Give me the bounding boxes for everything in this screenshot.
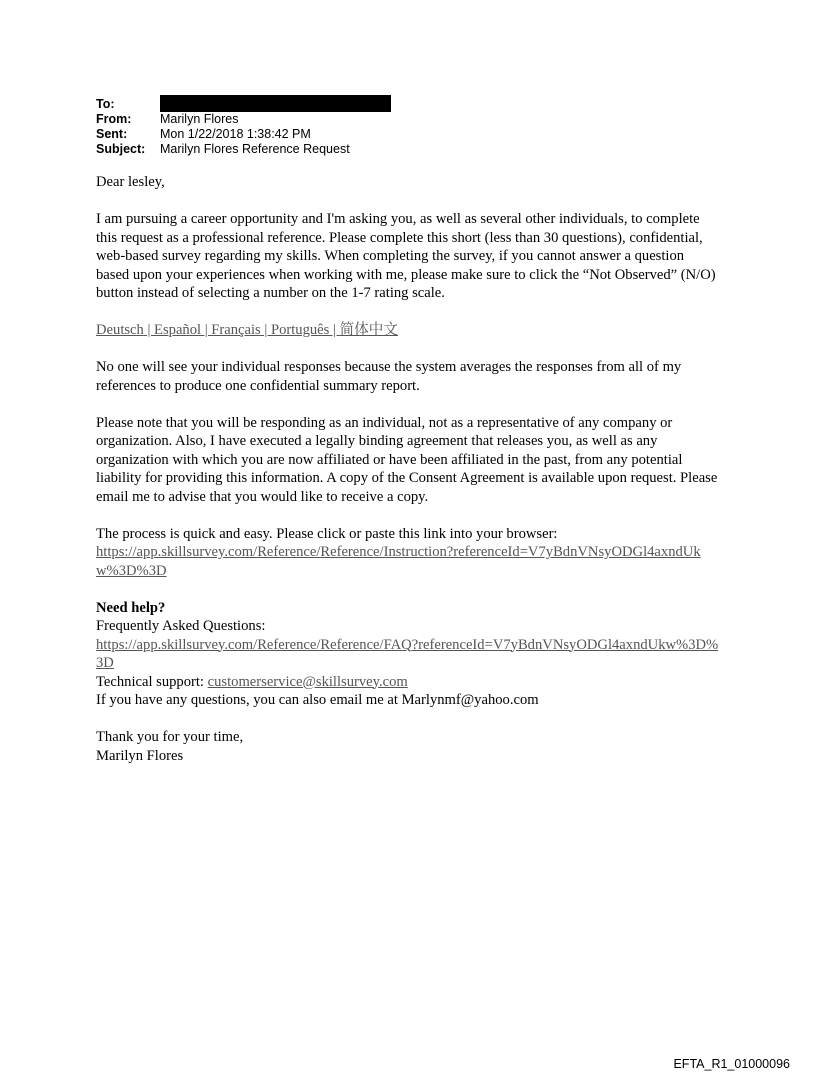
email-header (96, 97, 391, 157)
faq-link[interactable]: https://app.skillsurvey.com/Reference/Reference/FAQ?referenceId=V7yBdnVNsyODGl4axndUkw%3D%3D (96, 636, 719, 671)
language-link-chinese[interactable]: 简体中文 (339, 322, 398, 338)
help-heading: Need help? (96, 599, 166, 616)
survey-link[interactable]: https://app.skillsurvey.com/Reference/Reference/Instruction?referenceId=V7yBdnVNsyODGl4axndUkw%3D%3D (96, 544, 701, 579)
tech-support-label: Technical support: (96, 673, 208, 690)
help-section (96, 599, 720, 710)
from-label: From: (96, 112, 132, 126)
closing-block (96, 728, 720, 765)
process-text: The process is quick and easy. Please click or paste this link into your browser: (96, 525, 558, 542)
paragraph-process (96, 525, 720, 581)
paragraph-intro: I am pursuing a career opportunity and I'm asking you, as well as several other individuals, to complete this request as a professional reference. Please complete this short (less than 30 questions), confidential, web-based survey regarding my skills. When completing the survey, if you cannot answer a question based upon your experiences when working with me, please make sure to click the “Not Observed” (N/O) button instead of selecting a number on the 1-7 rating scale. (96, 211, 716, 301)
language-link-espanol[interactable]: Español (154, 322, 202, 338)
subject-value: Marilyn Flores Reference Request (160, 142, 350, 156)
closing: Thank you for your time, (96, 729, 244, 745)
faq-label: Frequently Asked Questions: (96, 618, 266, 634)
to-label: To: (96, 97, 115, 111)
from-row (96, 112, 391, 127)
questions-text: If you have any questions, you can also email me at Marlynmf@yahoo.com (96, 692, 539, 708)
language-link-deutsch[interactable]: Deutsch (96, 322, 144, 338)
tech-support-email-link[interactable]: customerservice@skillsurvey.com (207, 673, 408, 690)
redaction-bar (160, 95, 391, 112)
from-value: Marilyn Flores (160, 112, 239, 126)
paragraph-liability: Please note that you will be responding as an individual, not as a representative of any company or organization. Also, I have executed a legally binding agreement that releases you, as well as any organization with which you are now affiliated or have been affiliated in the past, from any potential liability for providing this information. A copy of the Consent Agreement is available upon request. Please email me to advise that you would like to receive a copy. (96, 414, 718, 505)
to-row (96, 97, 391, 112)
language-link-portugues[interactable]: Português (270, 322, 330, 338)
document-id: EFTA_R1_01000096 (673, 1057, 790, 1071)
subject-label: Subject: (96, 142, 146, 156)
language-links: Deutsch | Español | Français | Português | 简体中文 (96, 322, 398, 338)
signature: Marilyn Flores (96, 747, 184, 764)
sent-row (96, 127, 391, 142)
sent-value: Mon 1/22/2018 1:38:42 PM (160, 127, 311, 141)
subject-row (96, 142, 391, 157)
greeting: Dear lesley, (96, 174, 165, 190)
sent-label: Sent: (96, 127, 128, 141)
paragraph-confidentiality: No one will see your individual responses because the system averages the responses from all of my references to produce one confidential summary report. (96, 359, 682, 394)
language-link-francais[interactable]: Français (211, 322, 261, 338)
email-body (96, 173, 720, 784)
